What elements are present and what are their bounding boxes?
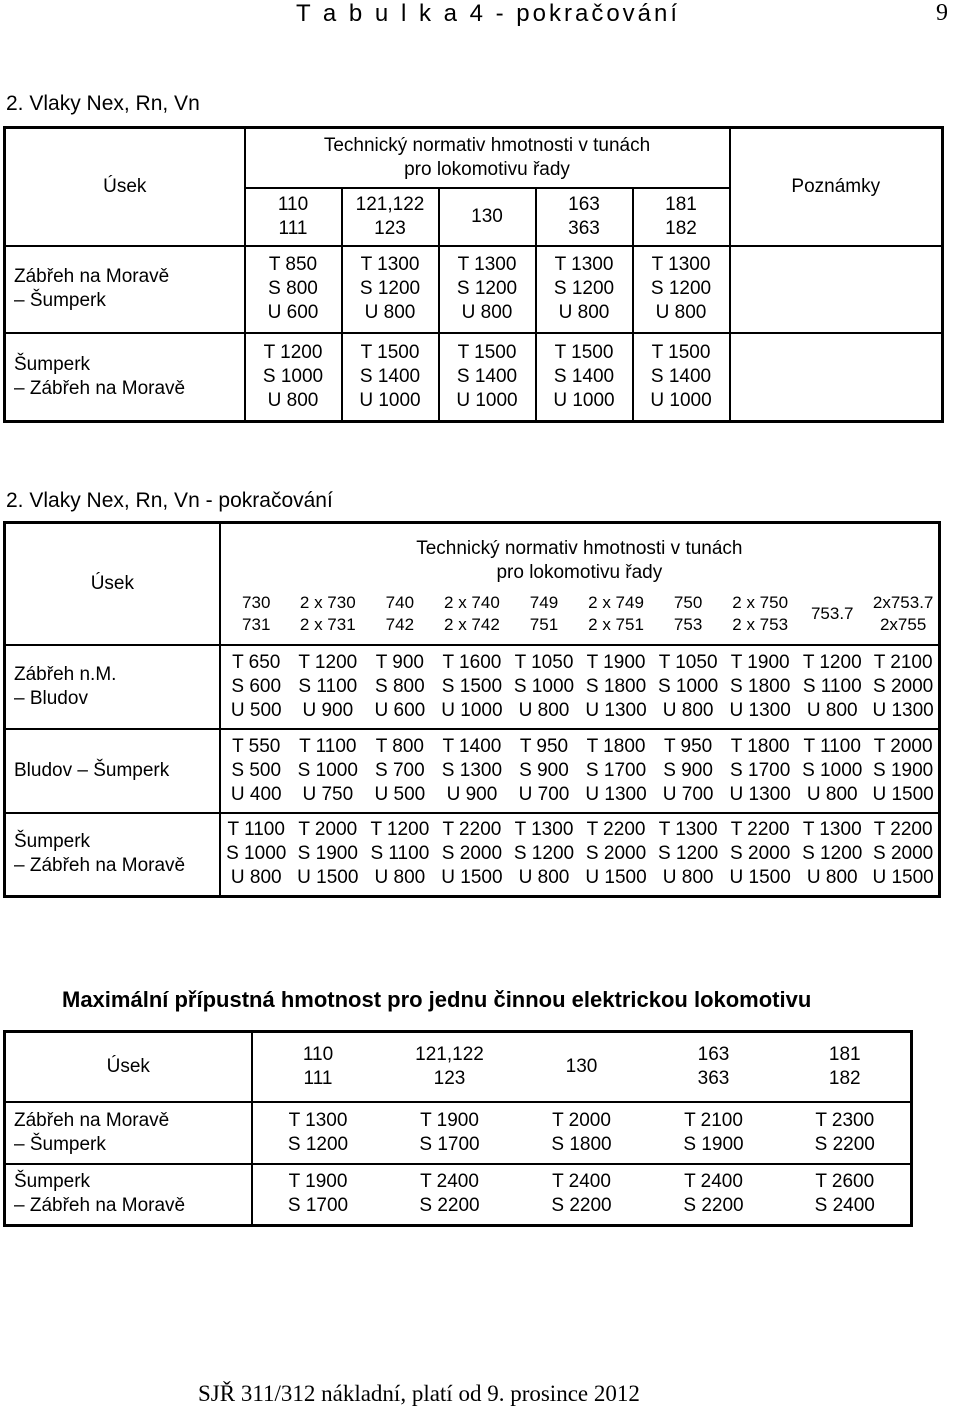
table2-cell: T 2000 S 1900 U 1500 bbox=[297, 819, 359, 889]
table2-loco: 2 x 740 2 x 742 bbox=[436, 585, 508, 645]
table3-cell: T 2100 S 1900 bbox=[648, 1102, 780, 1164]
table2-usek-cell: Bludov – Šumperk bbox=[5, 729, 220, 813]
table2-usek-cell: Zábřeh n.M. – Bludov bbox=[5, 645, 220, 729]
table2-cell: T 1100 S 1000 U 800 bbox=[226, 819, 287, 889]
table-row bbox=[5, 1164, 912, 1226]
table2-cell: T 1900 S 1800 U 1300 bbox=[724, 645, 796, 729]
table2-group-header: Technický normativ hmotnosti v tunách pro lokomotivu řady bbox=[416, 537, 743, 583]
table1-title: 2. Vlaky Nex, Rn, Vn bbox=[6, 92, 200, 115]
table2-cell: T 1200 S 1100 U 800 bbox=[796, 645, 868, 729]
table2-usek-cell: Šumperk – Zábřeh na Moravě bbox=[5, 813, 220, 897]
table1-loco: 110 111 bbox=[245, 188, 342, 246]
document-title: T a b u l k a 4 - pokračování bbox=[296, 0, 681, 27]
table2-loco: 730 731 bbox=[220, 585, 292, 645]
table1-col-usek: Úsek bbox=[5, 128, 245, 246]
table2-loco: 2 x 730 2 x 731 bbox=[292, 585, 364, 645]
table2 bbox=[3, 521, 941, 898]
table1-cell: T 1300 S 1200 U 800 bbox=[342, 246, 439, 333]
table1-cell: T 1500 S 1400 U 1000 bbox=[536, 333, 633, 422]
table1-loco: 121,122 123 bbox=[342, 188, 439, 246]
table3-cell: T 2400 S 2200 bbox=[551, 1171, 612, 1217]
table1-cell: T 1300 S 1200 U 800 bbox=[439, 246, 536, 333]
table3-cell: T 2300 S 2200 bbox=[780, 1102, 912, 1164]
table1-cell: T 850 S 800 U 600 bbox=[245, 246, 342, 333]
table1-cell: T 1500 S 1400 U 1000 bbox=[633, 333, 730, 422]
table3-loco: 110 111 bbox=[252, 1032, 384, 1102]
table3-loco: 121,122 123 bbox=[384, 1032, 516, 1102]
table-row bbox=[5, 1102, 912, 1164]
table2-cell: T 1400 S 1300 U 900 bbox=[436, 729, 508, 813]
table3-cell: T 1900 S 1700 bbox=[287, 1171, 349, 1217]
table2-loco: 750 753 bbox=[652, 585, 724, 645]
table3-title: Maximální přípustná hmotnost pro jednu činnou elektrickou lokomotivu bbox=[62, 987, 812, 1012]
table2-cell: T 2200 S 2000 U 1500 bbox=[441, 819, 503, 889]
table1-loco: 130 bbox=[439, 188, 536, 246]
table3-usek-cell: Šumperk – Zábřeh na Moravě bbox=[5, 1164, 252, 1226]
table2-cell: T 2000 S 1900 U 1500 bbox=[868, 729, 939, 813]
table2-cell: T 1300 S 1200 U 800 bbox=[513, 819, 575, 889]
table2-cell: T 1300 S 1200 U 800 bbox=[802, 819, 863, 889]
table2-cell: T 1200 S 1100 U 800 bbox=[370, 819, 430, 889]
table1-loco: 181 182 bbox=[633, 188, 730, 246]
table1-usek-cell: Šumperk – Zábřeh na Moravě bbox=[5, 333, 245, 422]
table1-col-poznamky: Poznámky bbox=[730, 128, 943, 246]
table1-cell: T 1300 S 1200 U 800 bbox=[536, 246, 633, 333]
table3-header-row bbox=[5, 1032, 912, 1102]
table3-cell: T 1300 S 1200 bbox=[252, 1102, 384, 1164]
table2-cell: T 1100 S 1000 U 750 bbox=[292, 729, 364, 813]
table3-loco: 130 bbox=[516, 1032, 648, 1102]
table3-cell: T 1900 S 1700 bbox=[384, 1102, 516, 1164]
table3-loco: 163 363 bbox=[648, 1032, 780, 1102]
table3-cell: T 2400 S 2200 bbox=[419, 1171, 480, 1217]
table-row bbox=[5, 333, 943, 422]
table2-cell: T 1900 S 1800 U 1300 bbox=[580, 645, 652, 729]
page-number: 9 bbox=[936, 0, 948, 26]
table2-cell: T 2200 S 2000 U 1500 bbox=[729, 819, 791, 889]
table2-cell: T 900 S 800 U 600 bbox=[364, 645, 436, 729]
table2-loco: 2 x 749 2 x 751 bbox=[580, 585, 652, 645]
table2-cell: T 1050 S 1000 U 800 bbox=[652, 645, 724, 729]
table3-cell: T 2600 S 2400 bbox=[814, 1171, 875, 1217]
table1-group-header: Technický normativ hmotnosti v tunách pro lokomotivu řady bbox=[245, 128, 730, 188]
table3-col-usek: Úsek bbox=[5, 1032, 252, 1102]
table2-cell: T 800 S 700 U 500 bbox=[364, 729, 436, 813]
table2-col-usek: Úsek bbox=[5, 523, 220, 645]
table2-loco: 2x753.7 2x755 bbox=[868, 585, 939, 645]
table1 bbox=[3, 126, 944, 423]
table2-cell: T 1050 S 1000 U 800 bbox=[508, 645, 580, 729]
page-footer: SJŘ 311/312 nákladní, platí od 9. prosince 2012 bbox=[198, 1381, 640, 1406]
page-header bbox=[0, 0, 960, 30]
table2-title: 2. Vlaky Nex, Rn, Vn - pokračování bbox=[6, 489, 333, 512]
table2-cell: T 1800 S 1700 U 1300 bbox=[580, 729, 652, 813]
table3-loco: 181 182 bbox=[780, 1032, 912, 1102]
table2-cell: T 1300 S 1200 U 800 bbox=[657, 819, 719, 889]
table2-cell: T 550 S 500 U 400 bbox=[220, 729, 292, 813]
table1-usek-cell: Zábřeh na Moravě – Šumperk bbox=[5, 246, 245, 333]
table-row bbox=[5, 813, 940, 897]
table2-loco: 753.7 bbox=[796, 585, 868, 645]
table3-cell: T 2400 S 2200 bbox=[683, 1171, 744, 1217]
table1-cell: T 1200 S 1000 U 800 bbox=[262, 341, 324, 411]
table2-cell: T 1100 S 1000 U 800 bbox=[796, 729, 868, 813]
table3 bbox=[3, 1030, 913, 1227]
table3-usek-cell: Zábřeh na Moravě – Šumperk bbox=[5, 1102, 252, 1164]
table2-loco: 749 751 bbox=[508, 585, 580, 645]
table2-cell: T 2200 S 2000 U 1500 bbox=[872, 819, 934, 889]
table3-cell: T 2000 S 1800 bbox=[516, 1102, 648, 1164]
table2-cell: T 2200 S 2000 U 1500 bbox=[585, 819, 647, 889]
table2-loco: 2 x 750 2 x 753 bbox=[724, 585, 796, 645]
table2-loco: 740 742 bbox=[364, 585, 436, 645]
table2-cell: T 950 S 900 U 700 bbox=[508, 729, 580, 813]
table1-note-cell bbox=[730, 246, 943, 333]
table2-cell: T 1800 S 1700 U 1300 bbox=[724, 729, 796, 813]
table-row bbox=[5, 729, 940, 813]
table2-cell: T 1200 S 1100 U 900 bbox=[292, 645, 364, 729]
table2-cell: T 1600 S 1500 U 1000 bbox=[436, 645, 508, 729]
table2-cell: T 2100 S 2000 U 1300 bbox=[868, 645, 939, 729]
table1-loco: 163 363 bbox=[536, 188, 633, 246]
table1-cell: T 1500 S 1400 U 1000 bbox=[342, 333, 439, 422]
table2-cell: T 950 S 900 U 700 bbox=[652, 729, 724, 813]
table1-note-cell bbox=[730, 333, 943, 422]
table2-cell: T 650 S 600 U 500 bbox=[220, 645, 292, 729]
table1-cell: T 1500 S 1400 U 1000 bbox=[439, 333, 536, 422]
table-row bbox=[5, 246, 943, 333]
table-row bbox=[5, 645, 940, 729]
table1-cell: T 1300 S 1200 U 800 bbox=[633, 246, 730, 333]
